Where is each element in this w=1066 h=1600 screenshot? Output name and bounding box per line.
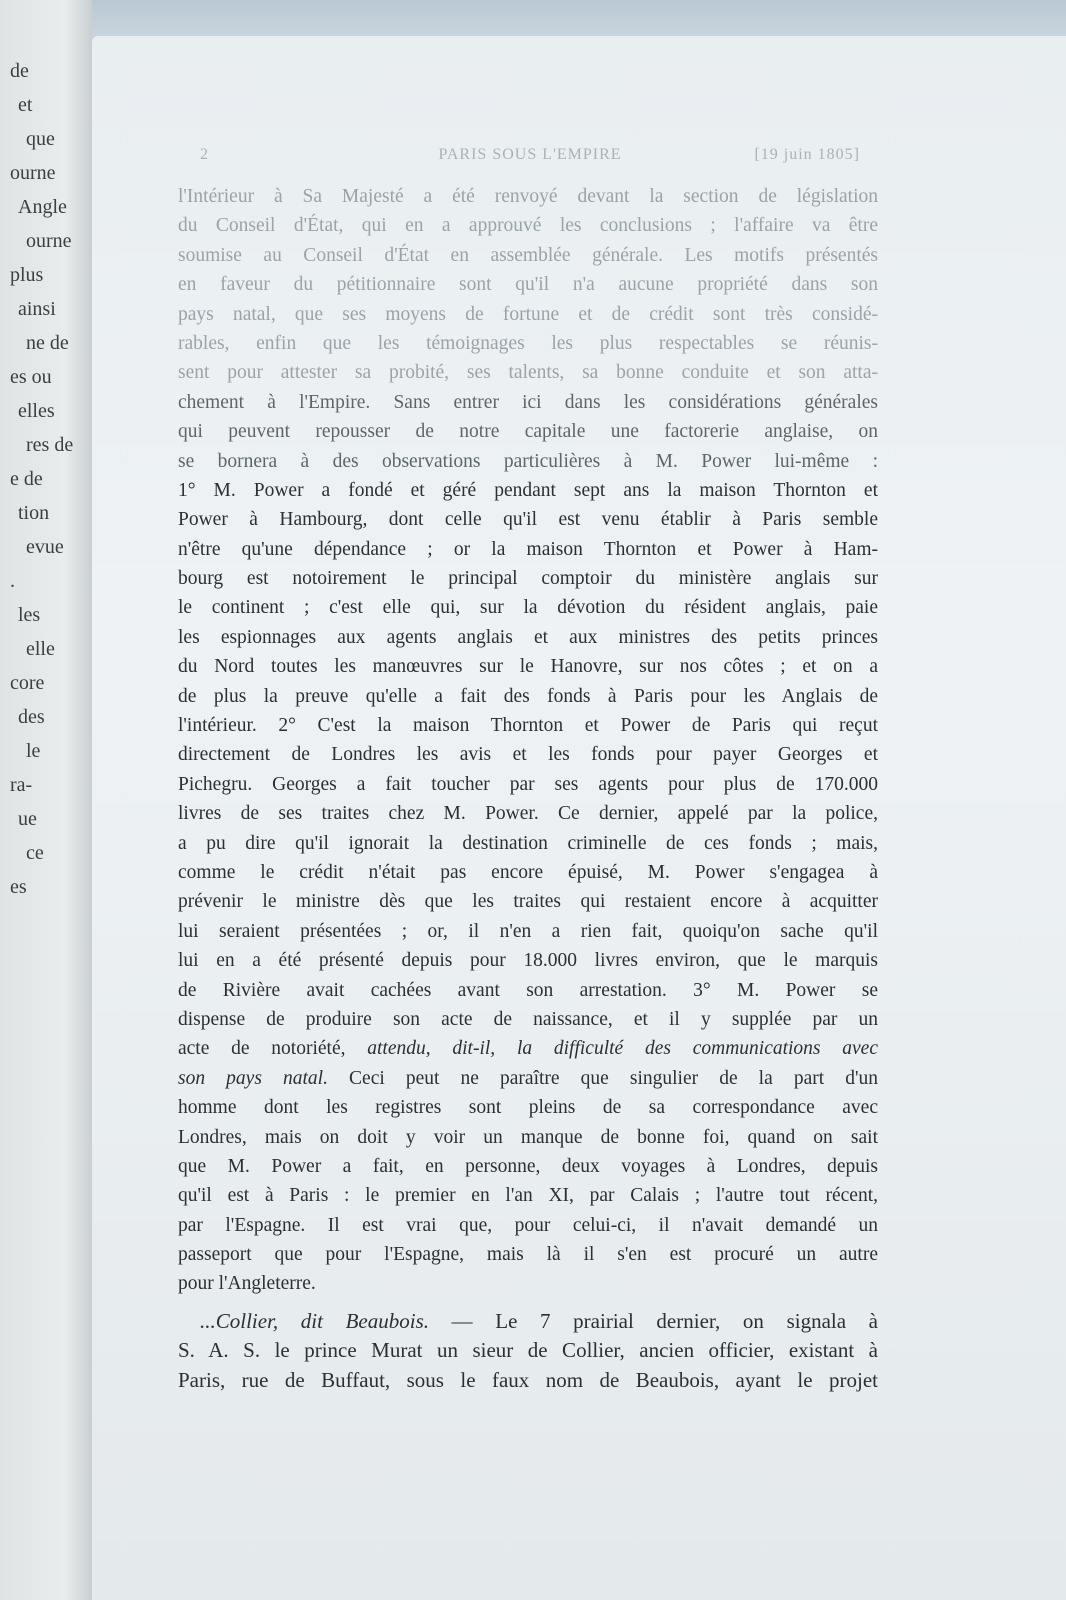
left-page-fragment: core bbox=[10, 672, 45, 694]
left-page-fragment: ce bbox=[26, 842, 44, 864]
body-line: n'être qu'une dépendance ; or la maison Thornton et Power à Ham- bbox=[178, 538, 878, 560]
page-body bbox=[178, 182, 878, 1395]
body-line: passeport que pour l'Espagne, mais là il s'en est procuré un autre bbox=[178, 1244, 878, 1266]
body-line: directement de Londres les avis et les fonds pour payer Georges et bbox=[178, 744, 878, 766]
item-heading: ...Collier, dit Beaubois. bbox=[200, 1308, 430, 1333]
body-line: Pichegru. Georges a fait toucher par ses agents pour plus de 170.000 bbox=[178, 773, 878, 795]
body-line: comme le crédit n'était pas encore épuisé, M. Power s'engagea à bbox=[178, 861, 878, 883]
body-line: livres de ses traites chez M. Power. Ce dernier, appelé par la police, bbox=[178, 803, 878, 825]
body-line: l'intérieur. 2° C'est la maison Thornton et Power de Paris qui reçut bbox=[178, 715, 878, 737]
header-date: [19 juin 1805] bbox=[754, 146, 860, 163]
body-line: Paris, rue de Buffaut, sous le faux nom de Beaubois, ayant le projet bbox=[178, 1367, 878, 1392]
body-line: qu'il est à Paris : le premier en l'an XI, par Calais ; l'autre tout récent, bbox=[178, 1185, 878, 1207]
left-page-edge bbox=[0, 0, 92, 1600]
body-line: son pays natal. Ceci peut ne paraître que singulier de la part d'un bbox=[178, 1067, 879, 1089]
body-line: pour l'Angleterre. bbox=[178, 1273, 316, 1295]
left-page-fragment: e de bbox=[10, 468, 43, 490]
running-header bbox=[200, 146, 860, 172]
body-line: homme dont les registres sont pleins de sa correspondance avec bbox=[178, 1097, 878, 1119]
left-page-fragment: de bbox=[10, 60, 29, 82]
left-page-fragment: ra- bbox=[10, 774, 33, 796]
left-page-fragment: ourne bbox=[10, 162, 56, 184]
body-line: acte de notoriété, attendu, dit-il, la difficulté des communications avec bbox=[178, 1038, 878, 1060]
body-line: a pu dire qu'il ignorait la destination criminelle de ces fonds ; mais, bbox=[178, 832, 878, 854]
left-page-fragment: evue bbox=[26, 536, 64, 558]
body-lines-part-2 bbox=[178, 1093, 878, 1299]
left-page-fragment: ourne bbox=[26, 230, 72, 252]
body-line: Power à Hambourg, dont celle qu'il est venu établir à Paris semble bbox=[178, 509, 878, 531]
left-page-fragment: es ou bbox=[10, 366, 52, 388]
body-line: qui peuvent repousser de notre capitale une factorerie anglaise, on bbox=[178, 421, 878, 443]
body-line: l'Intérieur à Sa Majesté a été renvoyé devant la section de législation bbox=[178, 186, 878, 207]
left-page-fragment: . bbox=[10, 570, 15, 592]
body-line: sent pour attester sa probité, ses talents, sa bonne conduite et son atta- bbox=[178, 362, 878, 384]
left-page-fragment: les bbox=[18, 604, 41, 626]
body-line: lui seraient présentées ; or, il n'en a rien fait, quoiqu'on sache qu'il bbox=[178, 920, 878, 942]
left-page-fragment: plus bbox=[10, 264, 44, 286]
body-line: bourg est notoirement le principal comptoir du ministère anglais sur bbox=[178, 568, 878, 590]
next-paragraph bbox=[178, 1307, 878, 1395]
body-line: rables, enfin que les témoignages les plus respectables se réunis- bbox=[178, 332, 878, 354]
body-line: soumise au Conseil d'État en assemblée générale. Les motifs présentés bbox=[178, 244, 878, 266]
body-line: le continent ; c'est elle qui, sur la dévotion du résident anglais, paie bbox=[178, 597, 878, 619]
body-line: les espionnages aux agents anglais et aux ministres des petits princes bbox=[178, 626, 878, 648]
left-page-fragment: ainsi bbox=[18, 298, 56, 320]
body-line: de plus la preuve qu'elle a fait des fonds à Paris pour les Anglais de bbox=[178, 685, 878, 707]
body-line: que M. Power a fait, en personne, deux voyages à Londres, depuis bbox=[178, 1155, 878, 1177]
body-lines-part-1 bbox=[178, 182, 878, 1034]
left-page-fragment: es bbox=[10, 876, 27, 898]
body-line: de Rivière avait cachées avant son arrestation. 3° M. Power se bbox=[178, 979, 878, 1001]
body-line: chement à l'Empire. Sans entrer ici dans les considérations générales bbox=[178, 391, 878, 413]
body-line: S. A. S. le prince Murat un sieur de Collier, ancien officier, existant à bbox=[178, 1338, 878, 1363]
left-page-fragment: que bbox=[26, 128, 55, 150]
body-line: Londres, mais on doit y voir un manque de bonne foi, quand on sait bbox=[178, 1126, 878, 1148]
italic-quote: attendu, dit-il, la difficulté des communications avec bbox=[367, 1038, 878, 1060]
body-line: du Conseil d'État, qui en a approuvé les conclusions ; l'affaire va être bbox=[178, 215, 878, 237]
italic-quote: son pays natal. bbox=[178, 1067, 328, 1089]
body-line: ...Collier, dit Beaubois. — Le 7 prairial dernier, on signala à bbox=[200, 1308, 878, 1333]
left-page-fragment: elles bbox=[18, 400, 55, 422]
body-line: se bornera à des observations particulières à M. Power lui-même : bbox=[178, 450, 878, 472]
left-page-fragment: ne de bbox=[26, 332, 69, 354]
left-page-fragment: res de bbox=[26, 434, 74, 456]
page-number: 2 bbox=[200, 146, 209, 163]
left-page-fragment: elle bbox=[26, 638, 55, 660]
left-page-fragment: le bbox=[26, 740, 41, 762]
left-page-fragment: des bbox=[18, 706, 45, 728]
body-line: pays natal, que ses moyens de fortune et de crédit sont très considé- bbox=[178, 303, 878, 325]
left-page-fragment: Angle bbox=[18, 196, 67, 218]
body-line: lui en a été présenté depuis pour 18.000 livres environ, que le marquis bbox=[178, 950, 878, 972]
left-page-fragment: ue bbox=[18, 808, 37, 830]
body-line: prévenir le ministre dès que les traites qui restaient encore à acquitter bbox=[178, 891, 878, 913]
body-line: en faveur du pétitionnaire sont qu'il n'a aucune propriété dans son bbox=[178, 274, 878, 296]
body-line: du Nord toutes les manœuvres sur le Hanovre, sur nos côtes ; et on a bbox=[178, 656, 878, 678]
running-title: PARIS SOUS L'EMPIRE bbox=[438, 146, 622, 163]
left-page-fragment: tion bbox=[18, 502, 50, 524]
body-line: dispense de produire son acte de naissance, et il y supplée par un bbox=[178, 1008, 878, 1030]
body-line: par l'Espagne. Il est vrai que, pour celui-ci, il n'avait demandé un bbox=[178, 1214, 878, 1236]
body-line: 1° M. Power a fondé et géré pendant sept ans la maison Thornton et bbox=[178, 479, 878, 501]
left-page-fragment: et bbox=[18, 94, 33, 116]
